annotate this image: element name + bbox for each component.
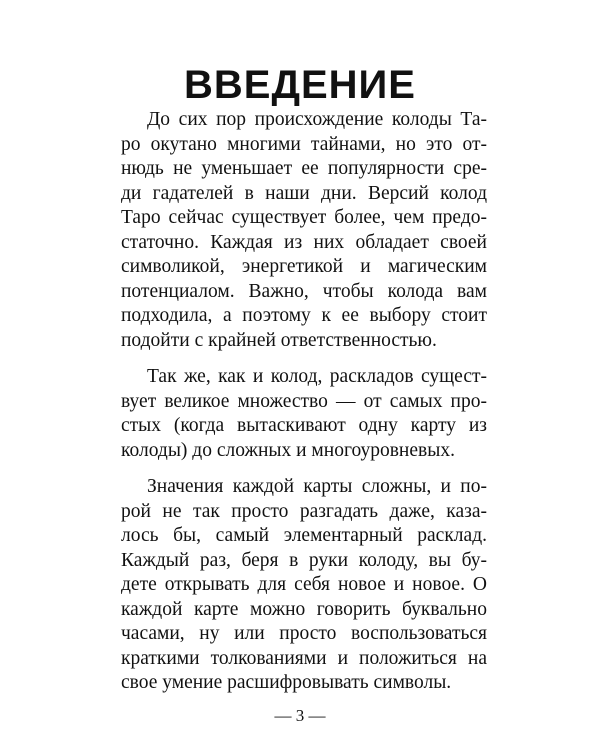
text-line: Так же, как и колод, раскладов сущест- bbox=[147, 366, 487, 387]
text-line: потенциалом. Важно, чтобы колода вам bbox=[121, 280, 487, 302]
text-line: дете открывать для себя новое и новое. О bbox=[121, 574, 487, 595]
paragraph-2 bbox=[121, 365, 487, 463]
text-line: стых (когда вытаскивают одну карту из bbox=[121, 415, 487, 436]
text-line: часами, ну или просто воспользоваться bbox=[121, 623, 487, 644]
text-line: рой не так просто разгадать даже, каза- bbox=[121, 500, 487, 522]
text-line: Таро сейчас существует более, чем предо- bbox=[121, 207, 487, 228]
page-number: — 3 — bbox=[274, 706, 326, 725]
text-line: статочно. Каждая из них обладает своей bbox=[121, 231, 487, 253]
text-line: лось бы, самый элементарный расклад. bbox=[121, 525, 487, 546]
text-line: Каждый раз, беря в руки колоду, вы бу- bbox=[121, 549, 487, 571]
text-line: Значения каждой карты сложны, и по- bbox=[147, 476, 487, 497]
paragraph-1 bbox=[121, 108, 487, 353]
text-line: ди гадателей в наши дни. Версий колод bbox=[121, 182, 487, 204]
text-line: нюдь не уменьшает ее популярности сре- bbox=[121, 158, 487, 179]
text-line: вует великое множество — от самых про- bbox=[121, 390, 487, 412]
text-line: ро окутано многими тайнами, но это от- bbox=[121, 133, 487, 155]
paragraph-3 bbox=[121, 475, 487, 696]
text-line: символикой, энергетикой и магическим bbox=[121, 256, 487, 277]
text-line: свое умение расшифровывать символы. bbox=[121, 672, 452, 693]
text-line: каждой карте можно говорить буквально bbox=[121, 598, 487, 620]
text-line: краткими толкованиями и положиться на bbox=[121, 647, 487, 669]
text-line: колоды) до сложных и многоуровневых. bbox=[121, 439, 455, 461]
body-text bbox=[121, 108, 487, 708]
text-line: подходила, а поэтому к ее выбору стоит bbox=[121, 305, 487, 326]
text-line: До сих пор происхождение колоды Та- bbox=[147, 109, 487, 130]
text-line: подойти с крайней ответственностью. bbox=[121, 329, 437, 351]
page-title: ВВЕДЕНИЕ bbox=[184, 62, 416, 107]
